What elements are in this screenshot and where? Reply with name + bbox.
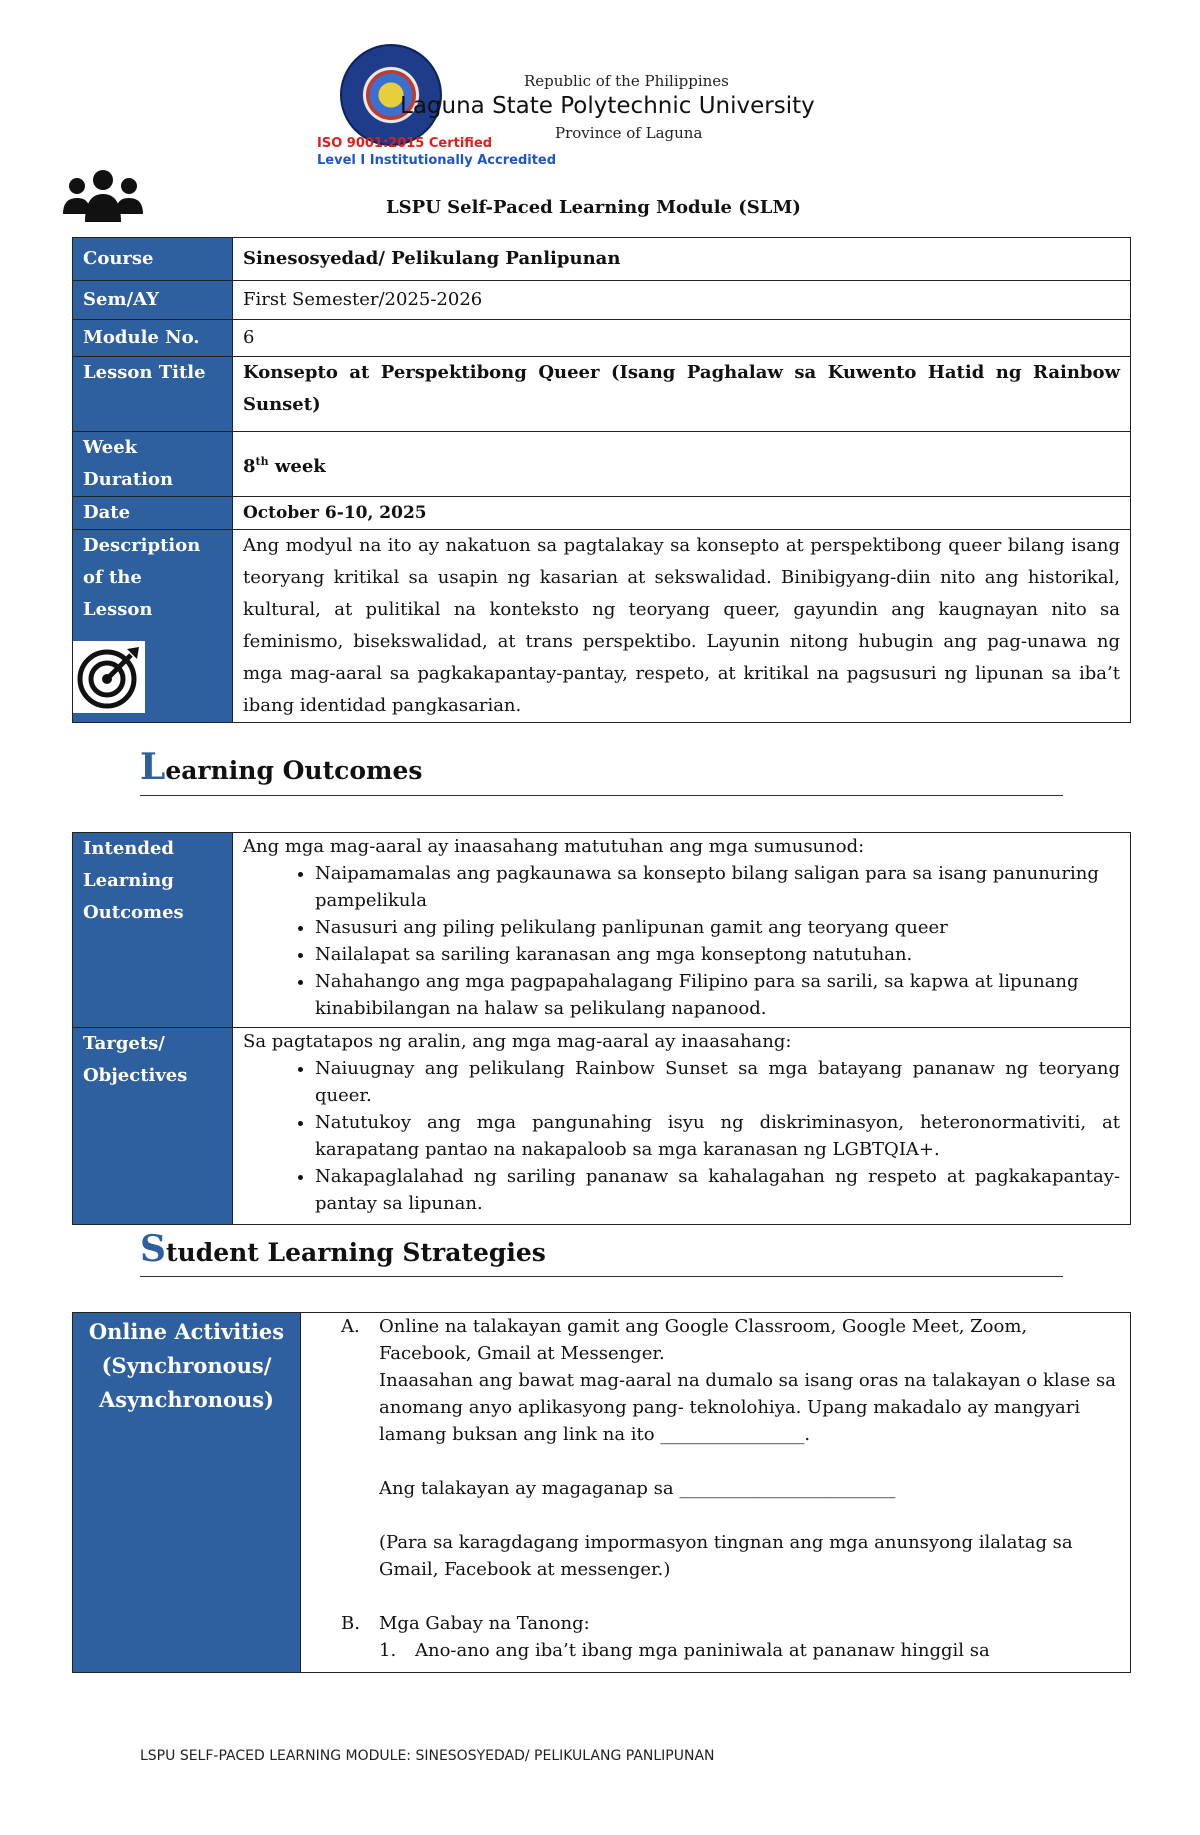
course-value: Sinesosyedad/ Pelikulang Panlipunan xyxy=(233,238,1131,281)
course-info-table xyxy=(72,237,1131,723)
objectives-label xyxy=(73,1028,233,1225)
lesson-value: Konsepto at Perspektibong Queer (Isang Paghalaw sa Kuwento Hatid ng Rainbow Sunset) xyxy=(233,357,1131,432)
list-item: • Naiuugnay ang pelikulang Rainbow Sunset sa mga batayang pananaw ng teoryang queer. xyxy=(315,1055,1120,1109)
week-value xyxy=(233,432,1131,497)
week-number: 8 xyxy=(243,455,256,477)
ilo-content xyxy=(233,833,1131,1028)
objectives-label-line2: Objectives xyxy=(83,1065,188,1086)
objectives-content xyxy=(233,1028,1131,1225)
strategies-cap: S xyxy=(140,1228,166,1270)
lesson-label: Lesson Title xyxy=(73,357,233,432)
people-group-icon xyxy=(63,170,143,226)
outcomes-table xyxy=(72,832,1131,1225)
target-icon-box xyxy=(73,641,145,713)
item-b-marker: B. xyxy=(341,1613,360,1634)
accreditation-text: Level I Institutionally Accredited xyxy=(317,153,557,168)
list-item: • Natutukoy ang mga pangunahing isyu ng diskriminasyon, heteronormativiti, at karapatang pantao na nakapaloob sa mga karanasan ng LGBTQIA+. xyxy=(315,1109,1120,1163)
description-label-line3: Lesson xyxy=(83,599,153,620)
strategies-rule xyxy=(140,1276,1063,1277)
online-label-line1: Online Activities xyxy=(88,1319,285,1344)
date-label: Date xyxy=(73,497,233,530)
week-label-line2: Duration xyxy=(83,469,174,490)
learning-outcomes-heading xyxy=(140,746,422,788)
item-b-text: Mga Gabay na Tanong: xyxy=(379,1613,590,1634)
item-b-body xyxy=(379,1610,990,1664)
date-row xyxy=(73,497,1131,530)
page-footer: LSPU SELF-PACED LEARNING MODULE: SINESOSYEDAD/ PELIKULANG PANLIPUNAN xyxy=(140,1748,715,1764)
week-ordinal: th xyxy=(255,454,269,468)
learning-outcomes-cap: L xyxy=(140,746,166,788)
province-text: Province of Laguna xyxy=(555,124,703,142)
ilo-label xyxy=(73,833,233,1028)
objectives-label-line1: Targets/ xyxy=(83,1033,165,1054)
strategies-table xyxy=(72,1312,1131,1673)
item-a-line4: (Para sa karagdagang impormasyon tingnan ang mga anunsyong ilalatag sa Gmail, Facebook at messenger.) xyxy=(379,1532,1073,1580)
module-label: Module No. xyxy=(73,320,233,357)
item-b1-marker: 1. xyxy=(379,1640,397,1661)
sem-value: First Semester/2025-2026 xyxy=(233,281,1131,320)
item-a-body xyxy=(379,1313,1116,1610)
target-icon xyxy=(73,641,145,713)
item-a-line1: Online na talakayan gamit ang Google Classroom, Google Meet, Zoom, Facebook, Gmail at Messenger. xyxy=(379,1316,1028,1364)
sem-row xyxy=(73,281,1131,320)
learning-outcomes-rest: earning Outcomes xyxy=(165,756,423,785)
item-a-line2: Inaasahan ang bawat mag-aaral na dumalo sa isang oras na talakayan o klase sa anomang anyo aplikasyong pang- teknolohiya. Upang makadalo ay mangyari lamang buksan ang link na ito ________________. xyxy=(379,1370,1116,1445)
description-label xyxy=(73,530,233,723)
iso-certification: ISO 9001:2015 Certified xyxy=(317,136,493,151)
lesson-row xyxy=(73,357,1131,432)
week-label xyxy=(73,432,233,497)
description-label-line1: Description xyxy=(83,535,201,556)
course-row xyxy=(73,238,1131,281)
ilo-label-line2: Learning xyxy=(83,870,174,891)
item-b1-text: Ano-ano ang iba’t ibang mga paniniwala at pananaw hinggil sa xyxy=(415,1640,990,1661)
week-row xyxy=(73,432,1131,497)
list-item: • Nailalapat sa sariling karanasan ang mga konseptong natutuhan. xyxy=(315,941,1120,968)
sem-label: Sem/AY xyxy=(73,281,233,320)
module-row xyxy=(73,320,1131,357)
week-word: week xyxy=(268,455,326,477)
online-label-line3: Asynchronous) xyxy=(98,1387,274,1412)
ilo-intro: Ang mga mag-aaral ay inaasahang matutuhan ang mga sumusunod: xyxy=(243,836,865,857)
module-title: LSPU Self-Paced Learning Module (SLM) xyxy=(386,197,801,218)
online-activities-content xyxy=(301,1313,1131,1673)
item-b1 xyxy=(379,1637,990,1664)
ilo-label-line3: Outcomes xyxy=(83,902,184,923)
description-value: Ang modyul na ito ay nakatuon sa pagtalakay sa konsepto at perspektibong queer bilang isang teoryang kritikal sa usapin ng kasarian at sekswalidad. Binibigyang-diin nito ang historikal, kultural, at pulitikal na konteksto ng teoryang queer, gayundin ang kaugnayan nito sa feminismo, bisekswalidad, at trans perspektibo. Layunin nitong hubugin ang pag-unawa ng mga mag-aaral sa pagkakapantay-pantay, respeto, at kritikal na pagsusuri ng lipunan sa iba’t ibang identidad pangkasarian. xyxy=(233,530,1131,723)
week-label-line1: Week xyxy=(83,437,138,458)
item-a xyxy=(341,1313,1116,1610)
learning-outcomes-rule xyxy=(140,795,1063,796)
item-b xyxy=(341,1610,1116,1664)
course-label: Course xyxy=(73,238,233,281)
online-label-line2: (Synchronous/ xyxy=(101,1353,272,1378)
item-a-line3: Ang talakayan ay magaganap sa ________________________ xyxy=(379,1478,896,1499)
module-value: 6 xyxy=(233,320,1131,357)
ilo-row xyxy=(73,833,1131,1028)
objectives-row xyxy=(73,1028,1131,1225)
strategies-heading xyxy=(140,1228,546,1270)
republic-text: Republic of the Philippines xyxy=(524,72,729,90)
objectives-intro: Sa pagtatapos ng aralin, ang mga mag-aaral ay inaasahang: xyxy=(243,1031,792,1052)
list-item: • Nasusuri ang piling pelikulang panlipunan gamit ang teoryang queer xyxy=(315,914,1120,941)
list-item: • Naipamamalas ang pagkaunawa sa konsepto bilang saligan para sa isang panunuring pampelikula xyxy=(315,860,1120,914)
online-activities-label xyxy=(73,1313,301,1673)
university-name: Laguna State Polytechnic University xyxy=(400,93,815,119)
strategies-rest: tudent Learning Strategies xyxy=(166,1238,546,1267)
list-item: • Nakapaglalahad ng sariling pananaw sa kahalagahan ng respeto at pagkakapantay-pantay sa lipunan. xyxy=(315,1163,1120,1217)
item-a-marker: A. xyxy=(341,1316,360,1337)
description-row xyxy=(73,530,1131,723)
description-label-line2: of the xyxy=(83,567,142,588)
list-item: • Nahahango ang mga pagpapahalagang Filipino para sa sarili, sa kapwa at lipunang kinabibilangan na halaw sa pelikulang napanood. xyxy=(315,968,1120,1022)
ilo-list xyxy=(243,860,1120,1022)
online-activities-row xyxy=(73,1313,1131,1673)
objectives-list xyxy=(243,1055,1120,1217)
ilo-label-line1: Intended xyxy=(83,838,174,859)
date-value: October 6-10, 2025 xyxy=(233,497,1131,530)
